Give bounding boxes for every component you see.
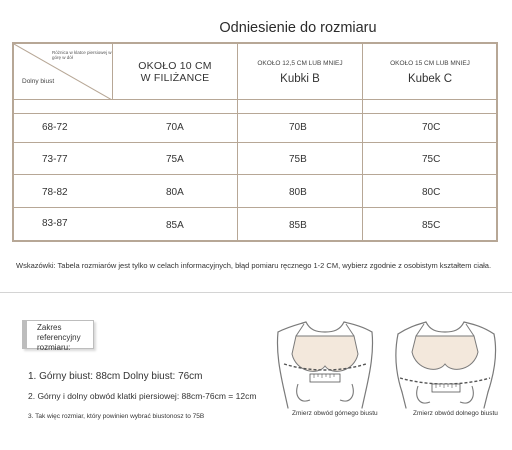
lower-bust-figure (388, 312, 502, 410)
column-c-cup: Kubek C (407, 72, 453, 85)
column-b-cup: Kubki B (280, 72, 320, 85)
size-cell: 70B (289, 122, 307, 133)
bust-cell: 78-82 (42, 187, 68, 198)
column-a-label-2: W FILIŻANCE (140, 72, 210, 84)
reference-line-1: 1. Górny biust: 88cm Dolny biust: 76cm (28, 371, 203, 382)
column-header-a (113, 44, 237, 100)
size-cell: 75B (289, 154, 307, 165)
column-c-label: OKOŁO 15 CM LUB MNIEJ (390, 59, 470, 67)
upper-bust-figure (270, 312, 380, 410)
column-header-c (363, 44, 497, 100)
page-title: Odniesienie do rozmiaru (219, 20, 377, 36)
size-cell: 85B (289, 220, 307, 231)
column-a-label-1: OKOŁO 10 CM (138, 60, 212, 72)
bust-cell: 83-87 (42, 218, 68, 229)
lower-bust-caption: Zmierz obwód dolnego biustu (413, 410, 498, 417)
tips-note: Wskazówki: Tabela rozmiarów jest tylko w celach informacyjnych, błąd pomiaru ręcznego 1-2 CM, wybierz zgodnie z osobistym kształtem ciała. (16, 261, 492, 270)
section-divider (0, 292, 512, 293)
column-header-b (238, 44, 362, 100)
corner-label-difference: Różnica w klatce piersiowej w górę w dół (52, 50, 112, 60)
row-divider (14, 113, 496, 114)
size-cell: 75C (422, 154, 441, 165)
size-cell: 80C (422, 187, 441, 198)
row-divider (14, 174, 496, 175)
bust-cell: 73-77 (42, 154, 68, 165)
size-cell: 75A (166, 154, 184, 165)
reference-line-3: 3. Tak więc rozmiar, który powinien wybrać biustonosz to 75B (28, 413, 205, 420)
upper-bust-caption: Zmierz obwód górnego biustu (292, 410, 378, 417)
size-cell: 85C (422, 220, 441, 231)
size-cell: 80A (166, 187, 184, 198)
row-divider (14, 142, 496, 143)
reference-line-2: 2. Górny i dolny obwód klatki piersiowej: 88cm-76cm = 12cm (28, 391, 257, 401)
column-b-label: OKOŁO 12,5 CM LUB MNIEJ (257, 59, 343, 67)
row-divider (14, 207, 496, 208)
size-cell: 70C (422, 122, 441, 133)
corner-label-underbust: Dolny biust (22, 78, 55, 85)
size-cell: 70A (166, 122, 184, 133)
header-divider (112, 44, 113, 100)
reference-label-box: Zakres referencyjny rozmiaru: (22, 320, 94, 349)
size-cell: 85A (166, 220, 184, 231)
bust-cell: 68-72 (42, 122, 68, 133)
size-cell: 80B (289, 187, 307, 198)
